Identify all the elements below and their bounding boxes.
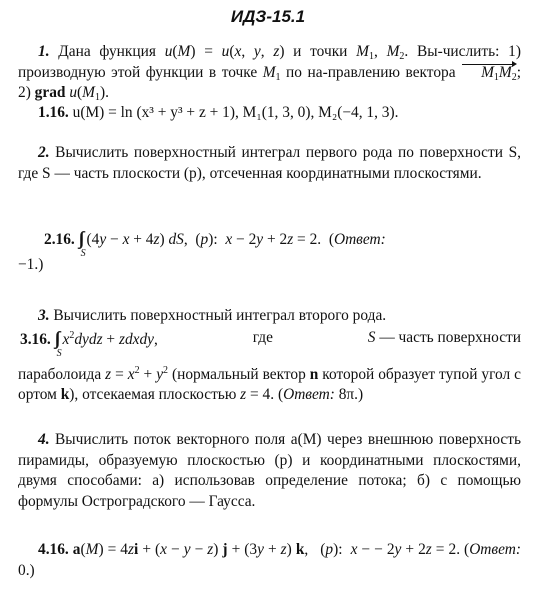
answer-value: −1. xyxy=(18,255,39,273)
problem-3-16: 3.16. ∫∫ S $x^2dydz$ + zdxdy, где S — часть поверхности параболоида $z = x^2 + y^2$ (нормальный вектор n которой образует тупой угол с ортом k), отсекаемая плоскостью z = 4. (Ответ: 8π.) xyxy=(18,328,521,403)
problem-2-16-number: 2.16. xyxy=(44,231,75,248)
vector-m1m2: $M_1M_2$ xyxy=(461,63,517,84)
task-2 xyxy=(18,143,521,184)
problem-3-16-text-c: которой образует тупой угол с ортом xyxy=(18,365,521,403)
part-of-surface: — часть поверхности xyxy=(379,329,521,346)
task-1-text-b: и точки xyxy=(284,43,357,60)
task-3-text: Вычислить поверхностный интеграл второго рода. xyxy=(49,307,387,324)
task-2-text: Вычислить поверхностный интеграл первого рода по поверхности S, где S — часть плоскости (p), отсеченная координатными плоскостями. xyxy=(18,144,521,182)
problem-3-16-text-d: ), отсекаемая плоскостью xyxy=(69,386,241,403)
problem-3-16-text-a: параболоида xyxy=(18,365,106,383)
task-4 xyxy=(18,430,521,512)
task-1-number: 1. xyxy=(38,43,50,60)
task-2-number: 2. xyxy=(38,144,50,161)
task-1-text-e: ; 2) xyxy=(18,63,522,101)
problem-3-16-text-b: (нормальный вектор xyxy=(168,365,310,383)
task-4-text: Вычислить поток векторного поля a(M) через внешнюю поверхность пирамиды, образуемую плоскостью (p) и координатными плоскостями, двумя способами: а) использовав определение потока; б) с помощью формулы Остроградского — Гаусса. xyxy=(18,431,521,510)
problem-1-16-text: u(M) = ln (x³ + y³ + z + 1), M₁(1, 3, 0), M₂(−4, 1, 3). xyxy=(72,104,399,121)
problem-2-16: 2.16. ∫∫ S (4y − x + 4z) dS, (p): x − 2y + 2z = 2. (Ответ: −1.) xyxy=(18,228,386,273)
grad-operator: grad xyxy=(34,84,66,101)
where-word: где xyxy=(252,329,273,346)
double-integral-symbol: ∫∫ S xyxy=(54,328,62,359)
answer-value: 0. xyxy=(18,561,30,579)
task-1-text-c: . Вы-числить: 1) производную этой функции в точке xyxy=(18,43,521,81)
answer-label: Ответ: xyxy=(283,386,335,403)
answer-label: Ответ: xyxy=(333,231,386,248)
problem-4-16-number: 4.16. xyxy=(38,541,69,558)
task-3-number: 3. xyxy=(38,307,50,324)
problem-3-16-number: 3.16. xyxy=(20,331,51,348)
problem-4-16: 4.16. a(M) = 4zi + (x − y − z) j + (3y + z) k, (p): x − − 2y + 2z = 2. (Ответ: 0.) xyxy=(18,541,521,579)
task-1-text-d: по на-правлению вектора xyxy=(280,63,462,81)
page-title: ИДЗ-15.1 xyxy=(230,7,306,26)
task-1: 1. Дана функция u(M) = u(x, y, z) и точки $M_1$, $M_2$. Вы-числить: 1) производную этой функции в точке $M_1$ по на-правлению вектора $M_1M_2$; 2) grad $u(M_1)$. xyxy=(18,43,522,103)
double-integral-symbol: ∫∫ S xyxy=(78,228,86,259)
task-3 xyxy=(18,306,521,327)
task-4-number: 4. xyxy=(38,431,50,448)
problem-1-16-number: 1.16. xyxy=(38,104,69,121)
problem-1-16 xyxy=(18,103,521,124)
answer-value: 8π. xyxy=(338,386,359,403)
answer-label: Ответ: xyxy=(469,541,521,558)
task-1-text-a: Дана функция xyxy=(49,43,165,60)
